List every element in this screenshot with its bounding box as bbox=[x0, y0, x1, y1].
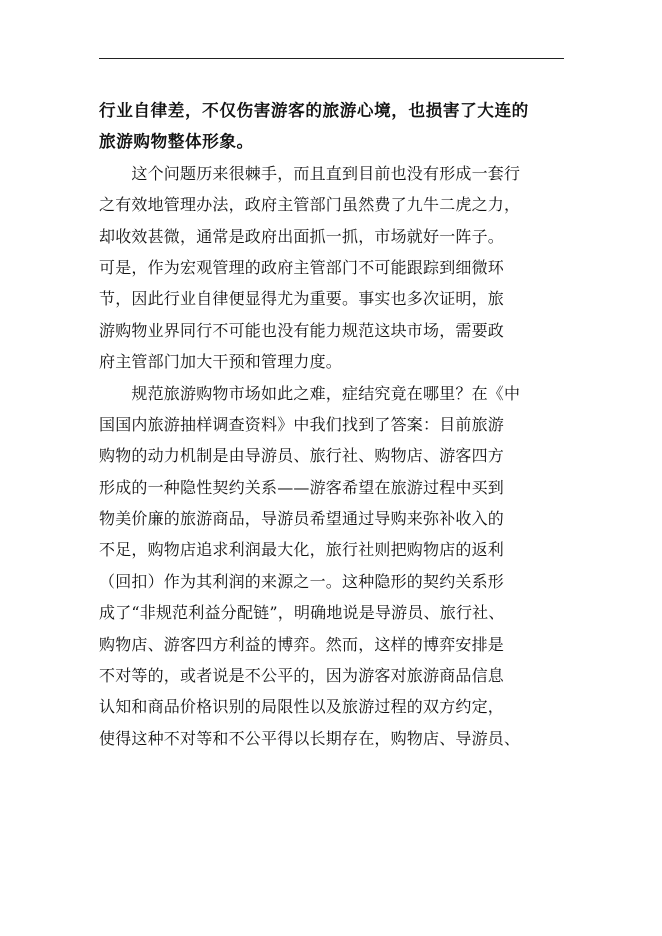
paragraph-1-line: 府主管部门加大干预和管理力度。 bbox=[99, 352, 343, 372]
paragraph-2-line: 物美价廉的旅游商品，导游员希望通过导购来弥补收入的 bbox=[99, 509, 505, 529]
bold-intro-line: 行业自律差，不仅伤害游客的旅游心境，也损害了大连的 bbox=[99, 100, 529, 120]
paragraph-2-line: 购物的动力机制是由导游员、旅行社、购物店、游客四方 bbox=[99, 446, 505, 466]
paragraph-2-line: 成了“非规范利益分配链”，明确地说是导游员、旅行社、 bbox=[99, 603, 505, 623]
paragraph-1-line: 可是，作为宏观管理的政府主管部门不可能跟踪到细微环 bbox=[99, 257, 505, 277]
paragraph-2-line: 国国内旅游抽样调查资料》中我们找到了答案：目前旅游 bbox=[99, 414, 505, 434]
paragraph-2-line: 使得这种不对等和不公平得以长期存在，购物店、导游员、 bbox=[99, 728, 521, 748]
paragraph-2-line: 形成的一种隐性契约关系——游客希望在旅游过程中买到 bbox=[99, 477, 505, 497]
header-rule bbox=[99, 58, 564, 59]
paragraph-2-line: 购物店、游客四方利益的博弈。然而，这样的博弈安排是 bbox=[99, 634, 505, 654]
paragraph-1-line: 却收效甚微，通常是政府出面抓一抓，市场就好一阵子。 bbox=[99, 226, 505, 246]
document-body bbox=[99, 95, 565, 754]
bold-intro-line: 旅游购物整体形象。 bbox=[99, 131, 254, 152]
paragraph-2-line: （回扣）作为其利润的来源之一。这种隐形的契约关系形 bbox=[99, 571, 505, 591]
paragraph-2-line: 不足，购物店追求利润最大化，旅行社则把购物店的返利 bbox=[99, 540, 505, 560]
paragraph-2-line: 规范旅游购物市场如此之难，症结究竟在哪里？在《中 bbox=[99, 383, 521, 403]
paragraph-2-line: 不对等的，或者说是不公平的，因为游客对旅游商品信息 bbox=[99, 666, 505, 686]
paragraph-1-line: 这个问题历来很棘手，而且直到目前也没有形成一套行 bbox=[99, 163, 521, 183]
paragraph-1-line: 之有效地管理办法，政府主管部门虽然费了九牛二虎之力， bbox=[99, 195, 521, 215]
paragraph-1-line: 节，因此行业自律便显得尤为重要。事实也多次证明，旅 bbox=[99, 289, 505, 309]
paragraph-2-line: 认知和商品价格识别的局限性以及旅游过程的双方约定， bbox=[99, 697, 505, 717]
paragraph-1-line: 游购物业界同行不可能也没有能力规范这块市场，需要政 bbox=[99, 320, 505, 340]
